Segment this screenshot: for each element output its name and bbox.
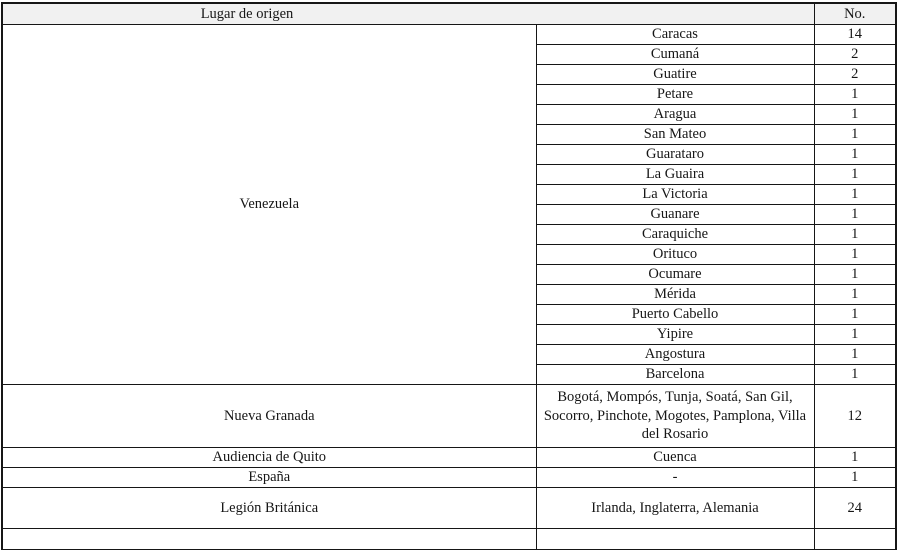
count-cell: 1 <box>814 225 896 245</box>
region-cell-espana: España <box>2 468 536 488</box>
table-row <box>2 448 896 468</box>
place-cell: Caraquiche <box>536 225 814 245</box>
empty-cell <box>814 529 896 550</box>
count-cell: 1 <box>814 265 896 285</box>
origin-header-cell <box>2 3 814 25</box>
table-row <box>2 25 896 45</box>
count-cell: 1 <box>814 185 896 205</box>
empty-cell <box>536 529 814 550</box>
count-cell: 1 <box>814 325 896 345</box>
count-cell: 1 <box>814 125 896 145</box>
count-header-cell <box>814 3 896 25</box>
region-cell-audiencia-de-quito: Audiencia de Quito <box>2 448 536 468</box>
table-row-clipped <box>2 529 896 550</box>
count-cell: 1 <box>814 85 896 105</box>
table-row <box>2 468 896 488</box>
count-cell: 1 <box>814 365 896 385</box>
count-cell: 1 <box>814 345 896 365</box>
count-cell: 1 <box>814 105 896 125</box>
table-row <box>2 488 896 529</box>
count-cell: 2 <box>814 45 896 65</box>
place-cell: Orituco <box>536 245 814 265</box>
origin-table <box>1 2 897 550</box>
table-header-row <box>2 3 896 25</box>
place-cell: Puerto Cabello <box>536 305 814 325</box>
region-cell-venezuela: Venezuela <box>2 25 536 385</box>
places-cell: - <box>536 468 814 488</box>
count-cell: 1 <box>814 285 896 305</box>
count-header-label: No. <box>844 5 866 22</box>
place-cell: Guatire <box>536 65 814 85</box>
count-cell: 1 <box>814 165 896 185</box>
place-cell: Petare <box>536 85 814 105</box>
places-cell: Bogotá, Mompós, Tunja, Soatá, San Gil, Socorro, Pinchote, Mogotes, Pamplona, Villa del Rosario <box>536 385 814 448</box>
count-cell: 1 <box>814 468 896 488</box>
count-cell: 1 <box>814 145 896 165</box>
place-cell: Yipire <box>536 325 814 345</box>
place-cell: San Mateo <box>536 125 814 145</box>
origin-header-label: Lugar de origen <box>200 5 294 22</box>
empty-cell <box>2 529 536 550</box>
place-cell: Cumaná <box>536 45 814 65</box>
place-cell: Ocumare <box>536 265 814 285</box>
place-cell: Guanare <box>536 205 814 225</box>
count-cell: 1 <box>814 205 896 225</box>
region-cell-legion-britanica: Legión Británica <box>2 488 536 529</box>
place-cell: La Guaira <box>536 165 814 185</box>
table-row <box>2 385 896 448</box>
count-cell: 1 <box>814 448 896 468</box>
place-cell: Aragua <box>536 105 814 125</box>
count-cell: 1 <box>814 245 896 265</box>
place-cell: Guarataro <box>536 145 814 165</box>
place-cell: Barcelona <box>536 365 814 385</box>
count-cell: 2 <box>814 65 896 85</box>
count-cell: 1 <box>814 305 896 325</box>
count-cell: 24 <box>814 488 896 529</box>
places-cell: Irlanda, Inglaterra, Alemania <box>536 488 814 529</box>
region-cell-nueva-granada: Nueva Granada <box>2 385 536 448</box>
place-cell: Caracas <box>536 25 814 45</box>
count-cell: 12 <box>814 385 896 448</box>
place-cell: La Victoria <box>536 185 814 205</box>
count-cell: 14 <box>814 25 896 45</box>
places-cell: Cuenca <box>536 448 814 468</box>
place-cell: Angostura <box>536 345 814 365</box>
place-cell: Mérida <box>536 285 814 305</box>
